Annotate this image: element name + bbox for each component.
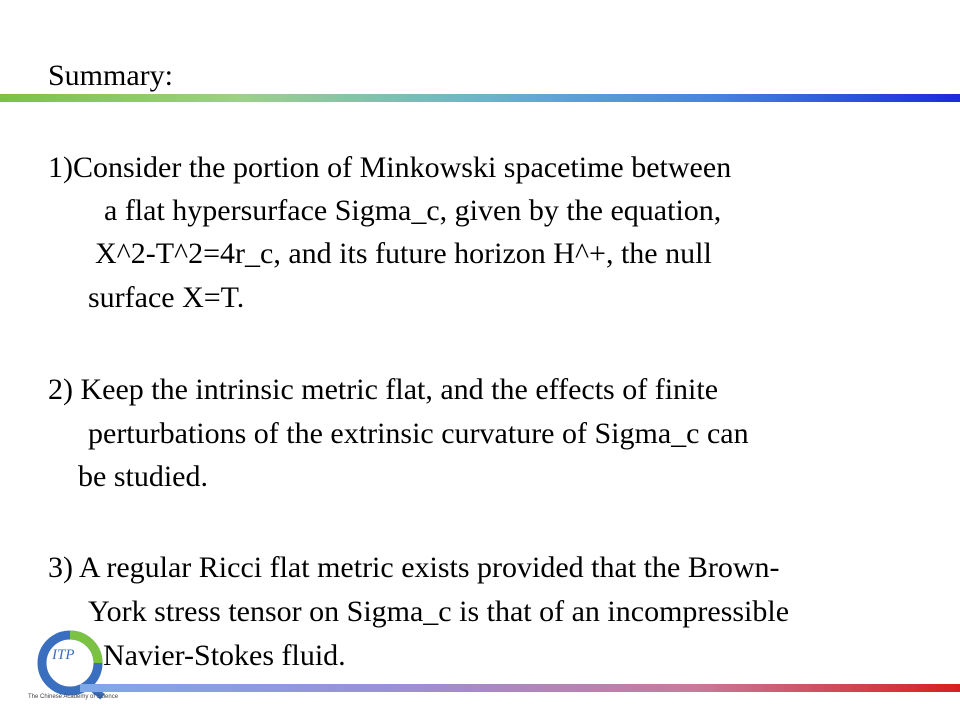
logo-text: ITP — [52, 647, 75, 663]
point-2-line-1: 2) Keep the intrinsic metric flat, and the effects of finite — [48, 373, 719, 406]
point-1-line-3: X^2-T^2=4r_c, and its future horizon H^+, the null — [95, 237, 712, 270]
logo-tagline: The Chinese Academy of Science — [28, 694, 119, 700]
point-1-line-4: surface X=T. — [88, 281, 245, 314]
point-2-line-3: be studied. — [78, 460, 208, 493]
point-3-line-2: York stress tensor on Sigma_c is that of an incompressible — [88, 595, 790, 628]
point-3-line-3: Navier-Stokes fluid. — [103, 639, 346, 672]
bottom-gradient-bar — [80, 684, 960, 692]
point-2-line-2: perturbations of the extrinsic curvature of Sigma_c can — [88, 417, 749, 450]
point-3-line-1: 3) A regular Ricci flat metric exists provided that the Brown- — [48, 551, 780, 584]
top-gradient-bar — [0, 94, 960, 102]
point-1-line-2: a flat hypersurface Sigma_c, given by the equation, — [104, 194, 722, 227]
point-1-line-1: 1)Consider the portion of Minkowski spacetime between — [48, 151, 732, 184]
slide-title: Summary: — [48, 59, 173, 92]
